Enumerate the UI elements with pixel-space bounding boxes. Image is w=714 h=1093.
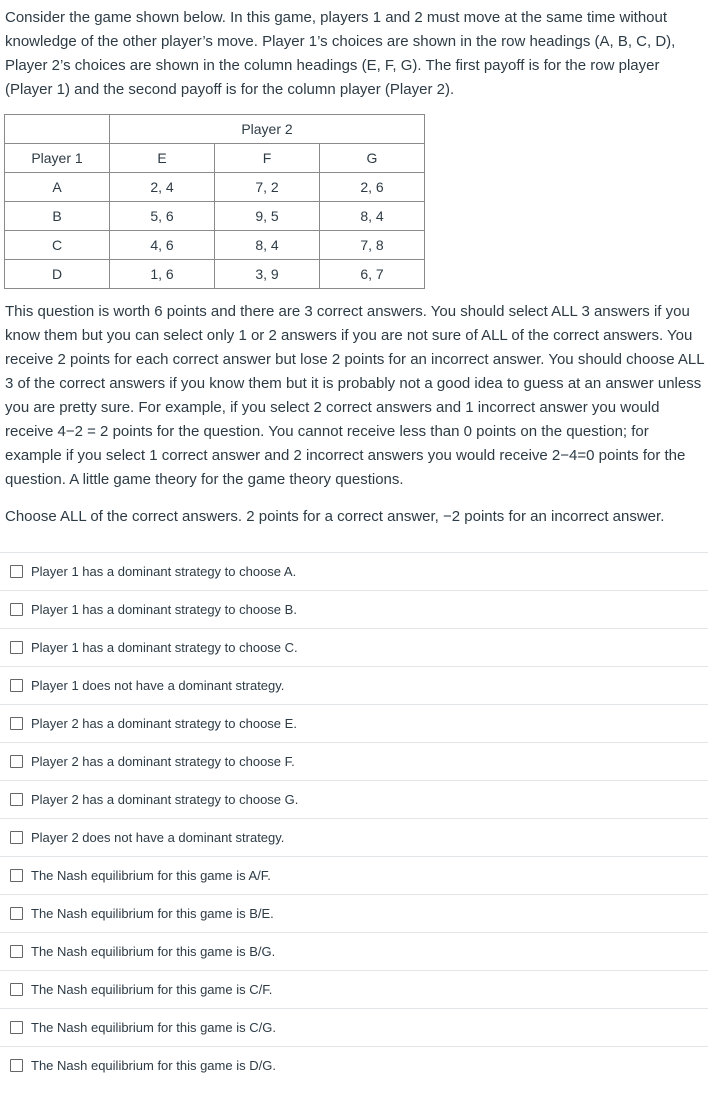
payoff-cell: 2, 6 <box>320 173 425 202</box>
payoff-cell: 6, 7 <box>320 260 425 289</box>
answer-option[interactable] <box>0 856 708 894</box>
answer-label: Player 1 has a dominant strategy to choose C. <box>31 640 298 655</box>
answer-label: Player 2 does not have a dominant strategy. <box>31 830 285 845</box>
question-intro: Consider the game shown below. In this game, players 1 and 2 must move at the same time without knowledge of the other player’s move. Player 1’s choices are shown in the row headings (A, B, C, D), Player 2’s choices are shown in the column headings (E, F, G). The first payoff is for the row player (Player 1) and the second payoff is for the column player (Player 2). <box>5 9 676 98</box>
answer-option[interactable] <box>0 666 708 704</box>
answer-option[interactable] <box>0 1008 708 1046</box>
checkbox[interactable] <box>10 755 23 768</box>
answer-option[interactable] <box>0 932 708 970</box>
payoff-row-b <box>5 202 425 231</box>
payoff-cell: 7, 8 <box>320 231 425 260</box>
answer-option[interactable] <box>0 780 708 818</box>
checkbox[interactable] <box>10 717 23 730</box>
answer-label: Player 1 has a dominant strategy to choose A. <box>31 564 297 579</box>
checkbox[interactable] <box>10 1059 23 1072</box>
answer-option[interactable] <box>0 552 708 590</box>
payoff-cell: 2, 4 <box>110 173 215 202</box>
answer-option[interactable] <box>0 894 708 932</box>
column-heading-g: G <box>320 144 425 173</box>
checkbox[interactable] <box>10 831 23 844</box>
answer-option[interactable] <box>0 628 708 666</box>
answer-label: Player 1 has a dominant strategy to choose B. <box>31 602 297 617</box>
row-heading: A <box>5 173 110 202</box>
payoff-cell: 5, 6 <box>110 202 215 231</box>
row-heading: C <box>5 231 110 260</box>
payoff-cell: 8, 4 <box>215 231 320 260</box>
question-details: This question is worth 6 points and there are 3 correct answers. You should select ALL 3 answers if you know them but you can select only 1 or 2 answers if you are not sure of ALL of the correct answers. You receive 2 points for each correct answer but lose 2 points for an incorrect answer. You should choose ALL 3 of the correct answers if you know them but it is probably not a good idea to guess at an answer unless you are pretty sure. For example, if you select 2 correct answers and 1 incorrect answer you would receive 4−2 = 2 points for the question. You cannot receive less than 0 points on the question; for example if you select 1 correct answer and 2 incorrect answers you would receive 2−4=0 points for the question. A little game theory for the game theory questions. <box>5 303 705 488</box>
row-heading: D <box>5 260 110 289</box>
checkbox[interactable] <box>10 869 23 882</box>
payoff-cell: 4, 6 <box>110 231 215 260</box>
question-instruction: Choose ALL of the correct answers. 2 points for a correct answer, −2 points for an incorrect answer. <box>5 508 665 525</box>
payoff-column-row <box>5 144 425 173</box>
payoff-row-a <box>5 173 425 202</box>
answer-label: Player 2 has a dominant strategy to choose F. <box>31 754 295 769</box>
checkbox[interactable] <box>10 907 23 920</box>
payoff-row-c <box>5 231 425 260</box>
payoff-header-row <box>5 115 425 144</box>
row-heading: B <box>5 202 110 231</box>
payoff-cell: 8, 4 <box>320 202 425 231</box>
answer-list <box>0 552 708 1084</box>
answer-label: The Nash equilibrium for this game is C/F. <box>31 982 273 997</box>
payoff-cell: 3, 9 <box>215 260 320 289</box>
payoff-cell: 9, 5 <box>215 202 320 231</box>
checkbox[interactable] <box>10 679 23 692</box>
checkbox[interactable] <box>10 641 23 654</box>
checkbox[interactable] <box>10 983 23 996</box>
payoff-row-d <box>5 260 425 289</box>
answer-option[interactable] <box>0 742 708 780</box>
answer-label: The Nash equilibrium for this game is D/G. <box>31 1058 276 1073</box>
corner-cell <box>5 115 110 144</box>
payoff-cell: 1, 6 <box>110 260 215 289</box>
checkbox[interactable] <box>10 945 23 958</box>
answer-option[interactable] <box>0 818 708 856</box>
answer-label: The Nash equilibrium for this game is B/E. <box>31 906 274 921</box>
player1-heading: Player 1 <box>5 144 110 173</box>
answer-label: The Nash equilibrium for this game is A/F. <box>31 868 271 883</box>
answer-option[interactable] <box>0 704 708 742</box>
answer-label: Player 1 does not have a dominant strategy. <box>31 678 285 693</box>
answer-option[interactable] <box>0 590 708 628</box>
player2-heading: Player 2 <box>110 115 425 144</box>
answer-label: The Nash equilibrium for this game is C/G. <box>31 1020 276 1035</box>
answer-label: Player 2 has a dominant strategy to choose G. <box>31 792 299 807</box>
column-heading-f: F <box>215 144 320 173</box>
answer-option[interactable] <box>0 970 708 1008</box>
checkbox[interactable] <box>10 793 23 806</box>
column-heading-e: E <box>110 144 215 173</box>
checkbox[interactable] <box>10 1021 23 1034</box>
checkbox[interactable] <box>10 565 23 578</box>
answer-label: The Nash equilibrium for this game is B/G. <box>31 944 276 959</box>
payoff-cell: 7, 2 <box>215 173 320 202</box>
answer-label: Player 2 has a dominant strategy to choose E. <box>31 716 297 731</box>
checkbox[interactable] <box>10 603 23 616</box>
payoff-matrix <box>4 114 425 289</box>
answer-option[interactable] <box>0 1046 708 1084</box>
